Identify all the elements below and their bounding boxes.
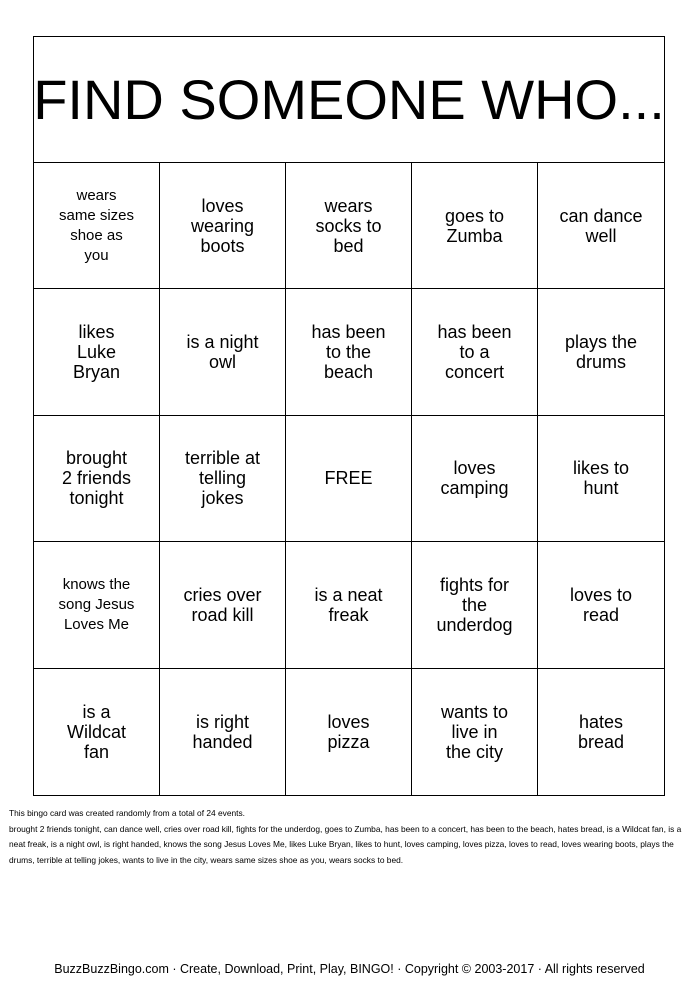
bingo-cell: loves wearing boots <box>160 163 286 289</box>
bingo-cell: is a Wildcat fan <box>34 669 160 795</box>
bingo-cell: has been to the beach <box>286 289 412 415</box>
bingo-cell: loves to read <box>538 542 664 668</box>
bingo-cell: hates bread <box>577 711 625 752</box>
title-box <box>34 37 664 163</box>
bingo-cell: cries over road kill <box>160 542 286 668</box>
bingo-cell: wears socks to bed <box>286 163 412 289</box>
bingo-card <box>33 36 665 796</box>
bingo-cell: terrible at telling jokes <box>160 416 286 542</box>
bingo-cell: brought 2 friends tonight <box>34 416 160 542</box>
bingo-cell: is a neat freak <box>286 542 412 668</box>
bingo-cell: can dance well <box>538 163 664 289</box>
event-list: brought 2 friends tonight, can dance well, cries over road kill, fights for the underdog, goes to Zumba, has been to a concert, has been to the beach, hates bread, is a Wildcat fan, is a neat freak, is a night owl, is right handed, knows the song Jesus Loves Me, likes Luke Bryan, likes to hunt, loves camping, loves pizza, loves to read, loves wearing boots, plays the drums, terrible at telling jokes, wants to live in the city, wears same sizes shoe as you, wears socks to bed. <box>9 823 682 865</box>
bingo-cell: loves camping <box>412 416 538 542</box>
bingo-cell: knows the song Jesus Loves Me <box>34 542 160 668</box>
bingo-cell: wants to live in the city <box>412 669 538 795</box>
bingo-cell: is right handed <box>160 669 286 795</box>
bingo-free-cell: FREE <box>286 416 412 542</box>
card-title: FIND SOMEONE WHO... <box>33 68 665 131</box>
bingo-cell: likes Luke Bryan <box>34 289 160 415</box>
bingo-cell: goes to Zumba <box>412 163 538 289</box>
event-count-note: This bingo card was created randomly from a total of 24 events. <box>9 808 246 818</box>
bingo-cell: is a night owl <box>160 289 286 415</box>
bingo-cell: fights for the underdog <box>412 542 538 668</box>
bingo-grid <box>34 163 664 795</box>
bingo-cell: has been to a concert <box>412 289 538 415</box>
event-info <box>9 806 689 868</box>
bingo-cell: likes to hunt <box>538 416 664 542</box>
bingo-cell: plays the drums <box>538 289 664 415</box>
bingo-cell: loves pizza <box>286 669 412 795</box>
footer-copyright: BuzzBuzzBingo.com · Create, Download, Print, Play, BINGO! · Copyright © 2003-2017 · All rights reserved <box>54 962 645 976</box>
bingo-cell: wears same sizes shoe as you <box>34 163 160 289</box>
